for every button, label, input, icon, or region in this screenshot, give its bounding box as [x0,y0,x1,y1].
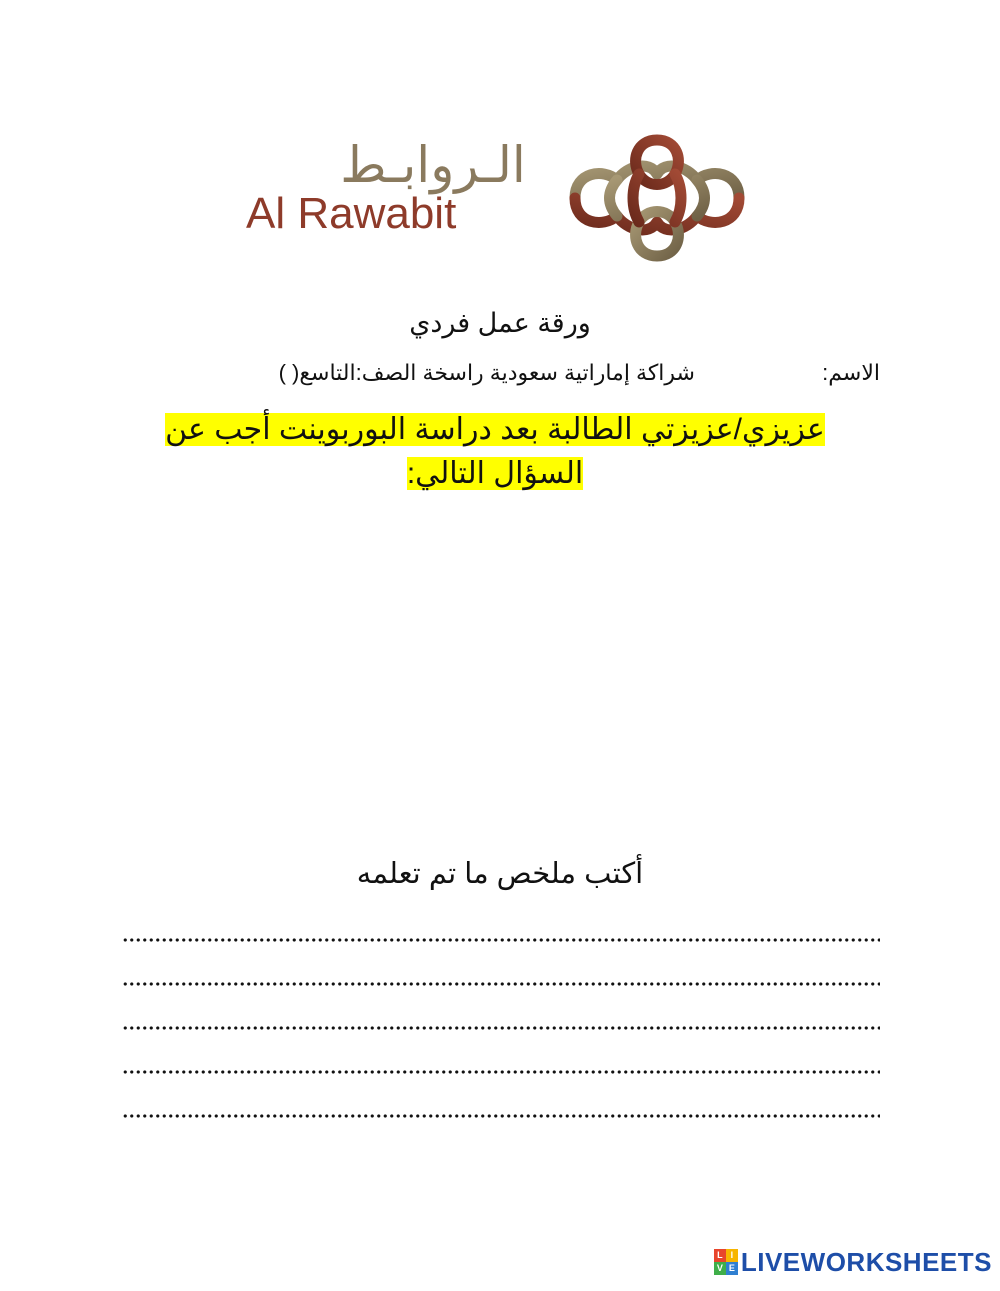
logo-arabic-text: الـروابـط [340,137,526,193]
answer-line-1[interactable] [122,922,880,948]
icon-letter-v: V [714,1262,726,1275]
liveworksheets-brand[interactable] [714,1247,992,1277]
answer-line-3[interactable] [122,1010,880,1036]
answer-line-4[interactable] [122,1054,880,1080]
name-label: الاسم: [822,360,880,385]
icon-letter-e: E [726,1262,738,1275]
summary-heading: أكتب ملخص ما تم تعلمه [356,858,644,890]
instruction-prompt [125,408,865,496]
worksheet-title: ورقة عمل فردي [409,308,591,338]
brand-text: LIVEWORKSHEETS [740,1246,992,1277]
student-info-row [0,360,1000,392]
answer-line-2[interactable] [122,966,880,992]
instruction-prompt-text: عزيزي/عزيزتي الطالبة بعد دراسة البوربوينت أجب عن السؤال التالي: [165,413,825,490]
logo-english-text: Al Rawabit [246,189,457,238]
icon-letter-l: L [714,1249,726,1262]
answer-line-5[interactable] [122,1098,880,1124]
al-rawabit-logo [240,130,760,270]
interlaced-knot-icon [555,130,760,265]
icon-letter-i: I [726,1249,738,1262]
answer-area[interactable] [120,510,880,840]
liveworksheets-logo-icon [714,1249,738,1275]
class-info-text: شراكة إماراتية سعودية راسخة الصف:التاسع( ) [278,360,695,385]
